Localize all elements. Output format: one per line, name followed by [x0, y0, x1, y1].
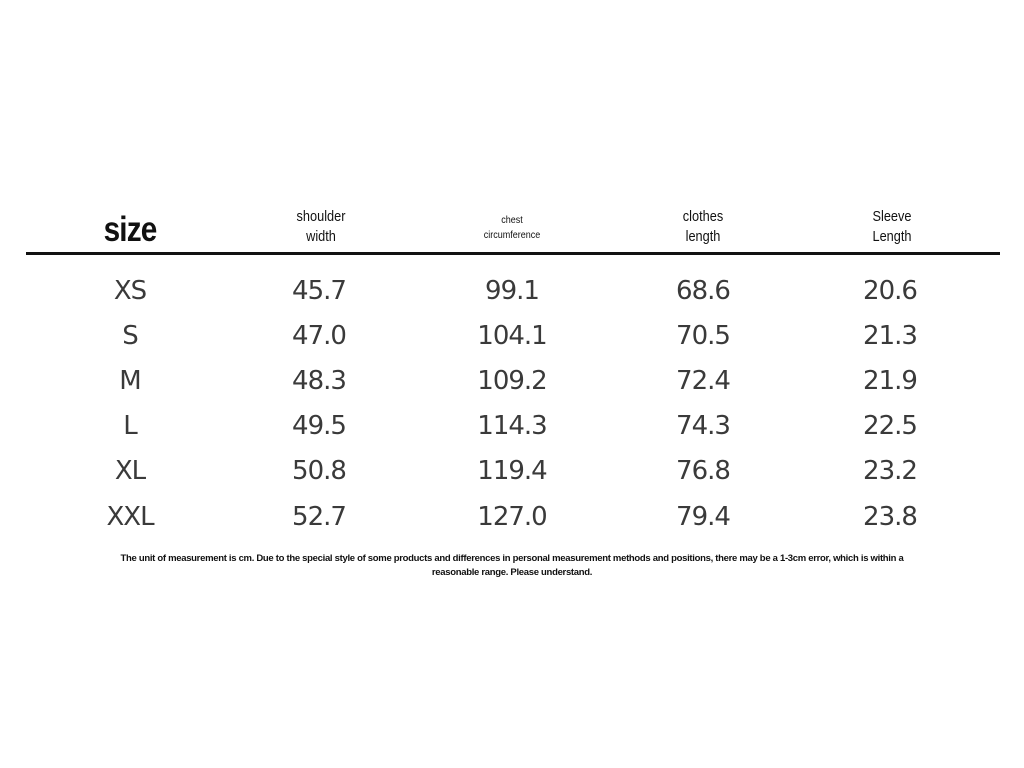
- cell-shoulder: 45.7: [292, 276, 346, 306]
- header-clothes-line1: clothes: [682, 208, 724, 225]
- cell-length: 72.4: [676, 366, 730, 396]
- header-sleeve-line2: Length: [872, 228, 912, 245]
- cell-length: 68.6: [676, 276, 730, 306]
- cell-sleeve: 20.6: [863, 276, 917, 306]
- cell-shoulder: 48.3: [292, 366, 346, 396]
- cell-chest: 119.4: [477, 456, 547, 486]
- header-sleeve-length: [872, 207, 911, 247]
- cell-sleeve: 22.5: [863, 411, 917, 441]
- cell-size: S: [122, 321, 138, 351]
- cell-shoulder: 52.7: [292, 502, 346, 532]
- cell-size: XL: [114, 456, 146, 486]
- cell-size: XXL: [106, 502, 154, 532]
- measurement-note: The unit of measurement is cm. Due to the special style of some products and differences in personal measurement methods and positions, there may be a 1-3cm error, which is within a reasonable range. Please understand.: [120, 553, 904, 578]
- cell-sleeve: 21.9: [863, 366, 917, 396]
- cell-shoulder: 49.5: [292, 411, 346, 441]
- header-shoulder-line1: shoulder: [296, 208, 346, 225]
- cell-size: M: [119, 366, 141, 396]
- cell-size: XS: [113, 276, 147, 306]
- header-size: size: [103, 210, 157, 249]
- table-row-xxl: [0, 497, 1024, 537]
- cell-length: 74.3: [676, 411, 730, 441]
- header-shoulder-width: [297, 207, 346, 247]
- cell-sleeve: 21.3: [863, 321, 917, 351]
- cell-chest: 109.2: [477, 366, 547, 396]
- cell-size: L: [123, 411, 137, 441]
- table-row-m: [0, 361, 1024, 401]
- header-chest-line1: chest: [501, 215, 523, 226]
- header-divider: [26, 252, 1000, 255]
- cell-length: 76.8: [676, 456, 730, 486]
- cell-length: 79.4: [676, 502, 730, 532]
- header-clothes-line2: length: [685, 228, 721, 245]
- header-clothes-length: [683, 207, 723, 247]
- header-sleeve-line1: Sleeve: [872, 208, 912, 225]
- table-row-s: [0, 316, 1024, 356]
- header-chest-circumference: [484, 213, 541, 243]
- table-row-xl: [0, 451, 1024, 491]
- table-row-xs: [0, 271, 1024, 311]
- cell-chest: 99.1: [485, 276, 539, 306]
- cell-length: 70.5: [676, 321, 730, 351]
- cell-chest: 114.3: [477, 411, 547, 441]
- cell-sleeve: 23.2: [863, 456, 917, 486]
- header-chest-line2: circumference: [483, 230, 541, 241]
- table-row-l: [0, 406, 1024, 446]
- cell-sleeve: 23.8: [863, 502, 917, 532]
- cell-shoulder: 50.8: [292, 456, 346, 486]
- header-shoulder-line2: width: [306, 228, 336, 245]
- cell-chest: 127.0: [477, 502, 547, 532]
- cell-shoulder: 47.0: [292, 321, 346, 351]
- cell-chest: 104.1: [477, 321, 547, 351]
